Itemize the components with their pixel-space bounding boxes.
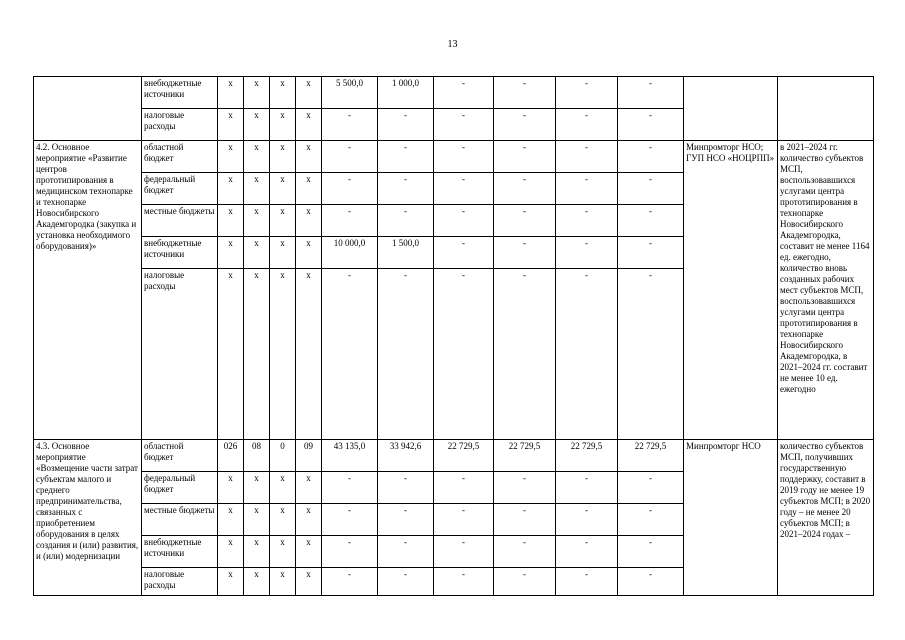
- executor-4-3: Минпромторг НСО: [684, 440, 778, 596]
- table-row: 4.3. Основное мероприятие «Возмещение части затрат субъектам малого и среднего предпринимательства, связанных с приобретением оборудования в целях создания и (или) развития, и (или) модернизации областной бюджет 026 08 0 09 43 135,0 33 942,6 22 729,5 22 729,5 22 729,5 22 729,5 Минпромторг НСО количество субъектов МСП, получивших государственную поддержку, составит в 2019 году не менее 19 субъектов МСП; в 2020 году – не менее 20 субъектов МСП; в 2021–2024 годах –: [34, 440, 874, 472]
- source-cell: местные бюджеты: [142, 504, 218, 536]
- table-row: местные бюджеты x x x x - - - - - -: [34, 205, 874, 237]
- table-row: местные бюджеты x x x x - - - - - -: [34, 504, 874, 536]
- table-row: внебюджетные источники x x x x - - - - - -: [34, 536, 874, 568]
- source-cell: внебюджетные источники: [142, 237, 218, 269]
- budget-table: [33, 76, 874, 596]
- table-row: налоговые расходы x x x x - - - - - -: [34, 109, 874, 141]
- source-cell: федеральный бюджет: [142, 472, 218, 504]
- source-cell: федеральный бюджет: [142, 173, 218, 205]
- table-row: федеральный бюджет x x x x - - - - - -: [34, 173, 874, 205]
- executor-4-2: Минпромторг НСО; ГУП НСО «НОЦРПП»: [684, 141, 778, 440]
- source-cell: областной бюджет: [142, 440, 218, 472]
- result-4-3: количество субъектов МСП, получивших государственную поддержку, составит в 2019 году не менее 19 субъектов МСП; в 2020 году – не менее 20 субъектов МСП; в 2021–2024 годах –: [778, 440, 874, 596]
- table-row: внебюджетные источники x x x x 10 000,0 1 500,0 - - - -: [34, 237, 874, 269]
- page-number: 13: [447, 39, 458, 50]
- activity-title-4-2: 4.2. Основное мероприятие «Развитие центров прототипирования в медицинском технопарке и технопарке Новосибирского Академгородка (закупка и установка необходимого оборудования)»: [34, 141, 142, 440]
- source-cell: налоговые расходы: [142, 269, 218, 440]
- source-cell: налоговые расходы: [142, 109, 218, 141]
- table-row: 4.2. Основное мероприятие «Развитие центров прототипирования в медицинском технопарке и технопарке Новосибирского Академгородка (закупка и установка необходимого оборудования)» областной бюджет x x x x - - - - - - Минпромторг НСО; ГУП НСО «НОЦРПП» в 2021–2024 гг. количество субъектов МСП, воспользовавшихся услугами центра прототипирования в технопарке Новосибирского Академгородка, составит не менее 1164 ед. ежегодно, количество вновь созданных рабочих мест субъектов МСП, воспользовавшихся услугами центра прототипирования в технопарке Новосибирского Академгородка, в 2021–2024 гг. составит не менее 10 ед. ежегодно: [34, 141, 874, 173]
- source-cell: налоговые расходы: [142, 568, 218, 596]
- table-row: федеральный бюджет x x x x - - - - - -: [34, 472, 874, 504]
- result-4-2: в 2021–2024 гг. количество субъектов МСП, воспользовавшихся услугами центра прототипирования в технопарке Новосибирского Академгородка, составит не менее 1164 ед. ежегодно, количество вновь созданных рабочих мест субъектов МСП, воспользовавшихся услугами центра прототипирования в технопарке Новосибирского Академгородка, в 2021–2024 гг. составит не менее 10 ед. ежегодно: [778, 141, 874, 440]
- source-cell: местные бюджеты: [142, 205, 218, 237]
- activity-title-4-3: 4.3. Основное мероприятие «Возмещение части затрат субъектам малого и среднего предпринимательства, связанных с приобретением оборудования в целях создания и (или) развития, и (или) модернизации: [34, 440, 142, 596]
- table-row: налоговые расходы x x x x - - - - - -: [34, 568, 874, 596]
- table-row: внебюджетные источники x x x x 5 500,0 1 000,0 - - - -: [34, 77, 874, 109]
- source-cell: внебюджетные источники: [142, 77, 218, 109]
- table-row: налоговые расходы x x x x - - - - - -: [34, 269, 874, 440]
- source-cell: областной бюджет: [142, 141, 218, 173]
- source-cell: внебюджетные источники: [142, 536, 218, 568]
